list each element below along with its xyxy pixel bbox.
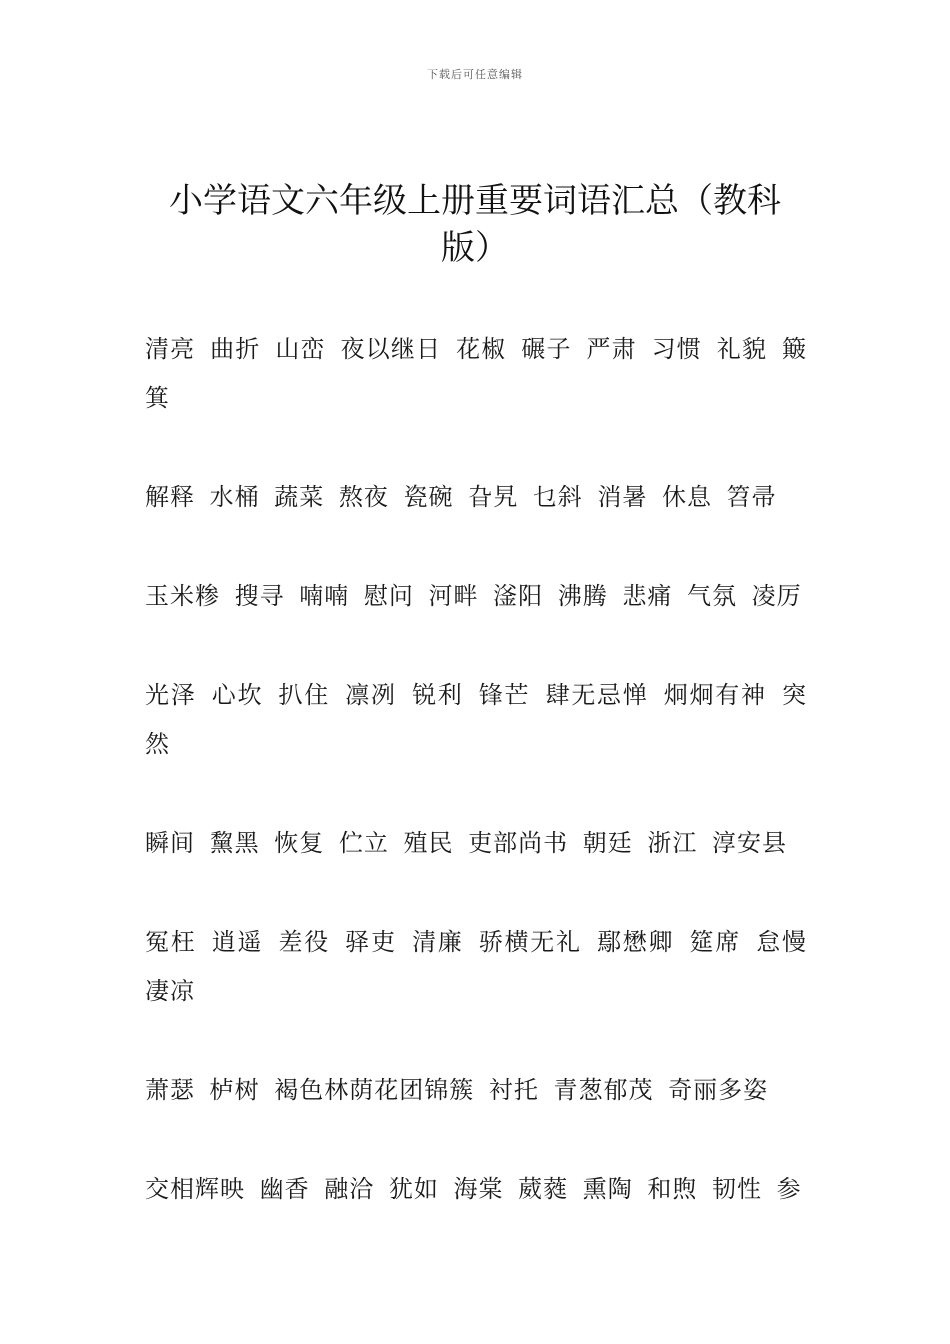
vocabulary-paragraph-5: 瞬间 黧黑 恢复 伫立 殖民 吏部尚书 朝廷 浙江 淳安县 [145, 829, 788, 857]
vocabulary-list [145, 325, 807, 1264]
vocabulary-paragraph-2: 解释 水桶 蔬菜 熬夜 瓷碗 旮旯 乜斜 消暑 休息 笤帚 [145, 483, 777, 511]
vocabulary-paragraph-6: 冤枉 逍遥 差役 驿吏 清廉 骄横无礼 鄢懋卿 筵席 怠慢 凄凉 [145, 928, 807, 1005]
page-title: 小学语文六年级上册重要词语汇总（教科版） [169, 181, 781, 268]
vocabulary-paragraph-8: 交相辉映 幽香 融洽 犹如 海棠 葳蕤 熏陶 和煦 韧性 参 [145, 1175, 802, 1203]
vocabulary-paragraph-1: 清亮 曲折 山峦 夜以继日 花椒 碾子 严肃 习惯 礼貌 簸箕 [145, 335, 807, 412]
header-note: 下载后可任意编辑 [427, 68, 523, 81]
vocabulary-paragraph-3: 玉米糁 搜寻 喃喃 慰问 河畔 滏阳 沸腾 悲痛 气氛 凌厉 [145, 582, 802, 610]
vocabulary-paragraph-4: 光泽 心坎 扒住 凛冽 锐利 锋芒 肆无忌惮 炯炯有神 突然 [145, 681, 807, 758]
vocabulary-paragraph-7: 萧瑟 栌树 褐色林荫花团锦簇 衬托 青葱郁茂 奇丽多姿 [145, 1076, 769, 1104]
